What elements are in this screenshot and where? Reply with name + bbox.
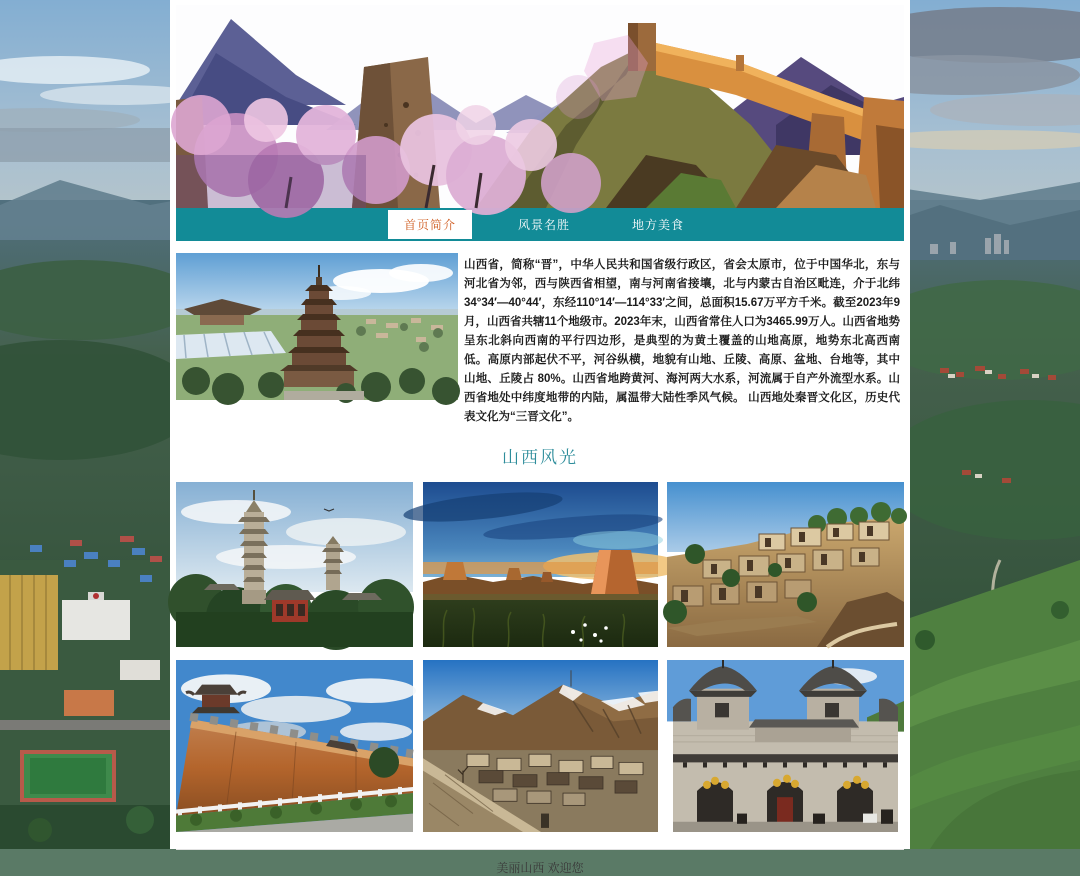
- gallery-image-mountain-old-town: [423, 660, 658, 832]
- gallery-image-cliff-village: [667, 482, 904, 647]
- content-column: [170, 0, 910, 875]
- section-title: 山西风光: [502, 448, 578, 467]
- intro-paragraph: 山西省，简称“晋”，中华人民共和国省级行政区，省会太原市，位于中国华北，东与河北省为邻，西与陕西省相望，南与河南省接壤，北与内蒙古自治区毗连，介于北纬34°34′—40°44′，东经110°14′—114°33′之间，总面积15.67万平方千米。截至2023年9月，山西省共辖11个地级市。2023年末，山西省常住人口为3465.99万人。山西省地势呈东北斜向西南的平行四边形，是典型的为黄土覆盖的山地高原，地势东北高西南低。高原内部起伏不平，河谷纵横，地貌有山地、丘陵、高原、盆地、台地等，其中山地、丘陵占 80%。山西省地跨黄河、海河两大水系，河流属于自产外流型水系。山西省地处中纬度地带的内陆，属温带大陆性季风气候。 山西地处秦晋文化区，历史代表文化为“三晋文化”。: [464, 259, 900, 423]
- great-wall-blossom-illustration: [176, 5, 904, 208]
- gallery-image-twin-pagoda-temple: [176, 482, 413, 647]
- footer: [176, 849, 904, 876]
- nav-item-scenic-spots[interactable]: 风景名胜: [517, 218, 570, 232]
- footer-text: 美丽山西 欢迎您: [496, 861, 584, 875]
- hero-banner-image: [176, 5, 904, 208]
- gallery-image-sunset-great-wall-beacon: [423, 482, 658, 647]
- gallery-image-grey-brick-fortress-gate: [667, 660, 904, 832]
- nav-item-home[interactable]: 首页简介: [388, 210, 472, 239]
- intro-section: [176, 253, 904, 427]
- nav-item-local-food[interactable]: 地方美食: [631, 218, 684, 232]
- intro-photo-wooden-pagoda: [176, 253, 458, 400]
- gallery-grid: [176, 482, 904, 832]
- gallery-image-ancient-city-wall: [176, 660, 413, 832]
